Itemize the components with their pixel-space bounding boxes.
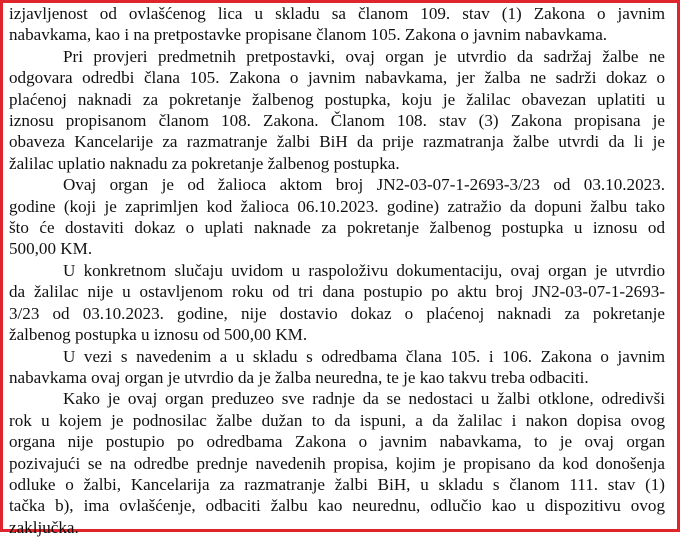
text-line: rok u kojem je podnosilac žalbe dužan to da ispuni, a da žalilac i nakon dopisa ovog (9, 410, 665, 430)
text-line: organa nije postupio po odredbama Zakona o javnim nabavkama, to je ovaj organ (9, 432, 665, 452)
text-line: tačka b), ima ovlašćenje, odbaciti žalbu kao neurednu, odlučio kao u dispozitivu ovog (9, 496, 665, 516)
text-line: žalilac uplatio naknadu za pokretanje žalbenog postupka. (9, 153, 400, 173)
paragraph (9, 346, 665, 389)
text-line: 3/23 od 03.10.2023. godine, nije dostavio dokaz o plaćenoj naknadi za pokretanje (9, 303, 665, 323)
text-line: odluke o žalbi, Kancelarija za razmatranje žalbi BiH, u skladu s članom 111. stav (1) (9, 474, 665, 494)
text-line: pozivajući se na odredbe prednje navedenih propisa, kojim je propisano da kod donošenja (9, 453, 665, 473)
text-line: obaveza Kancelarije za razmatranje žalbi BiH da prije razmatranja žalbe utvrdi da li je (9, 132, 665, 152)
paragraph (9, 3, 665, 46)
text-line: plaćenoj naknadi za pokretanje žalbenog postupka, koju je žalilac obavezan uplatiti u (9, 89, 665, 109)
text-line: što će dostaviti dokaz o uplati naknade za pokretanje žalbenog postupka u iznosu od (9, 218, 665, 238)
text-line: nabavkama, kao i na pretpostavke propisane članom 105. Zakona o javnim nabavkama. (9, 25, 608, 45)
text-line: zaključka. (9, 517, 79, 537)
paragraph (9, 46, 665, 174)
text-line: Kako je ovaj organ preduzeo sve radnje da se nedostaci u žalbi otklone, odredivši (63, 389, 665, 409)
text-line: žalbenog postupka u iznosu od 500,00 KM. (9, 325, 308, 345)
text-line: Ovaj organ je od žalioca aktom broj JN2-03-07-1-2693-3/23 od 03.10.2023. (63, 175, 665, 195)
text-line: odgovara odredbi člana 105. Zakona o javnim nabavkama, jer žalba ne sadrži dokaz o (9, 68, 665, 88)
text-line: U vezi s navedenim a u skladu s odredbama člana 105. i 106. Zakona o javnim (63, 346, 665, 366)
paragraph (9, 174, 665, 260)
paragraph (9, 388, 665, 538)
text-line: 500,00 KM. (9, 239, 93, 259)
text-line: iznosu propisanom članom 108. Zakona. Članom 108. stav (3) Zakona propisana je (9, 111, 665, 131)
text-line: nabavkama ovaj organ je utvrdio da je žalba neuredna, te je kao takvu treba odbaciti. (9, 367, 589, 387)
text-line: U konkretnom slučaju uvidom u raspoloživu dokumentaciju, ovaj organ je utvrdio (63, 260, 665, 280)
text-line: godine (koji je zaprimljen kod žalioca 06.10.2023. godine) zatražio da dopuni žalbu tako (9, 196, 665, 216)
text-line: da žalilac nije u ostavljenom roku od tri dana postupio po aktu broj JN2-03-07-1-2693- (9, 282, 665, 302)
text-line: izjavljenost od ovlašćenog lica u skladu sa članom 109. stav (1) Zakona o javnim (9, 4, 665, 23)
text-line: Pri provjeri predmetnih pretpostavki, ovaj organ je utvrdio da sadržaj žalbe ne (63, 46, 665, 66)
paragraph (9, 260, 665, 346)
document-text (9, 3, 665, 538)
